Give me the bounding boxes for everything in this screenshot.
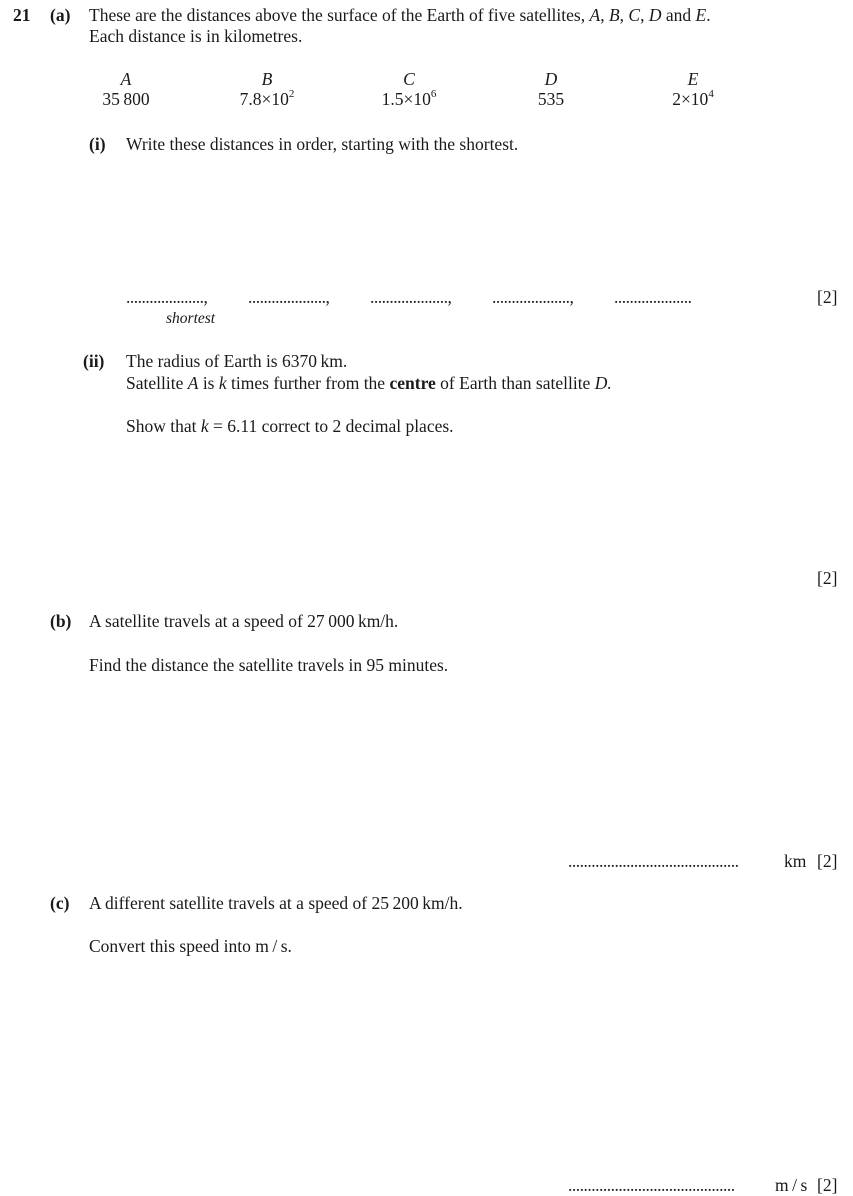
part-b-answer-line[interactable]: ............................................ bbox=[568, 851, 739, 871]
satellite-c bbox=[349, 69, 469, 109]
part-a-intro-line2: Each distance is in kilometres. bbox=[89, 26, 303, 46]
satellite-d bbox=[491, 69, 611, 109]
satellite-name: B bbox=[261, 69, 273, 89]
part-a-ii-label: (ii) bbox=[83, 351, 105, 371]
order-answer-2[interactable]: ...................., bbox=[248, 287, 330, 307]
order-answer-3[interactable]: ...................., bbox=[370, 287, 452, 307]
satellite-distance: $7.8\times 10^2$ bbox=[239, 88, 295, 109]
shortest-label: shortest bbox=[166, 310, 216, 327]
part-b-unit: km bbox=[784, 851, 807, 871]
order-answer-5[interactable]: .................... bbox=[614, 287, 692, 307]
part-a-ii-line1: The radius of Earth is 6370 km. bbox=[126, 351, 348, 371]
marks-b: [2] bbox=[817, 851, 838, 871]
satellite-a bbox=[66, 69, 186, 109]
satellite-name: D bbox=[544, 69, 558, 89]
satellite-distance: 35 800 bbox=[102, 89, 150, 109]
part-c-line1: A different satellite travels at a speed of 25 200 km/h. bbox=[89, 893, 463, 913]
part-b-line1: A satellite travels at a speed of 27 000 km/h. bbox=[89, 611, 399, 631]
order-answer-4[interactable]: ...................., bbox=[492, 287, 574, 307]
order-answer-1[interactable]: ...................., bbox=[126, 287, 208, 307]
satellite-name: A bbox=[120, 69, 132, 89]
part-a-intro: These are the distances above the surface of the Earth of five satellites, A, B, C, D and E. bbox=[89, 5, 711, 25]
question-number: 21 bbox=[13, 5, 31, 25]
part-b-line2: Find the distance the satellite travels in 95 minutes. bbox=[89, 655, 449, 675]
part-c-answer-line[interactable]: ........................................... bbox=[568, 1175, 735, 1195]
satellite-b bbox=[207, 69, 327, 109]
part-c-unit: m / s bbox=[775, 1175, 808, 1195]
marks-c: [2] bbox=[817, 1175, 838, 1195]
part-c-line2: Convert this speed into m / s. bbox=[89, 936, 292, 956]
satellite-name: C bbox=[403, 69, 415, 89]
part-a-i-label: (i) bbox=[89, 134, 106, 154]
part-a-i-text: Write these distances in order, starting with the shortest. bbox=[126, 134, 519, 154]
satellite-distance: $2\times 10^4$ bbox=[672, 88, 714, 109]
satellite-name: E bbox=[687, 69, 699, 89]
satellite-e bbox=[633, 69, 753, 109]
part-a-ii-line2: Satellite A is k times further from the centre of Earth than satellite D. bbox=[126, 373, 612, 393]
part-c-label: (c) bbox=[50, 893, 70, 913]
marks-a-ii: [2] bbox=[817, 568, 838, 588]
part-a-label: (a) bbox=[50, 5, 71, 25]
part-b-label: (b) bbox=[50, 611, 72, 631]
satellite-distance: $1.5\times 10^6$ bbox=[381, 88, 437, 109]
marks-a-i: [2] bbox=[817, 287, 838, 307]
part-a-ii-show: Show that k = 6.11 correct to 2 decimal places. bbox=[126, 416, 454, 436]
satellite-distance: 535 bbox=[537, 89, 565, 109]
